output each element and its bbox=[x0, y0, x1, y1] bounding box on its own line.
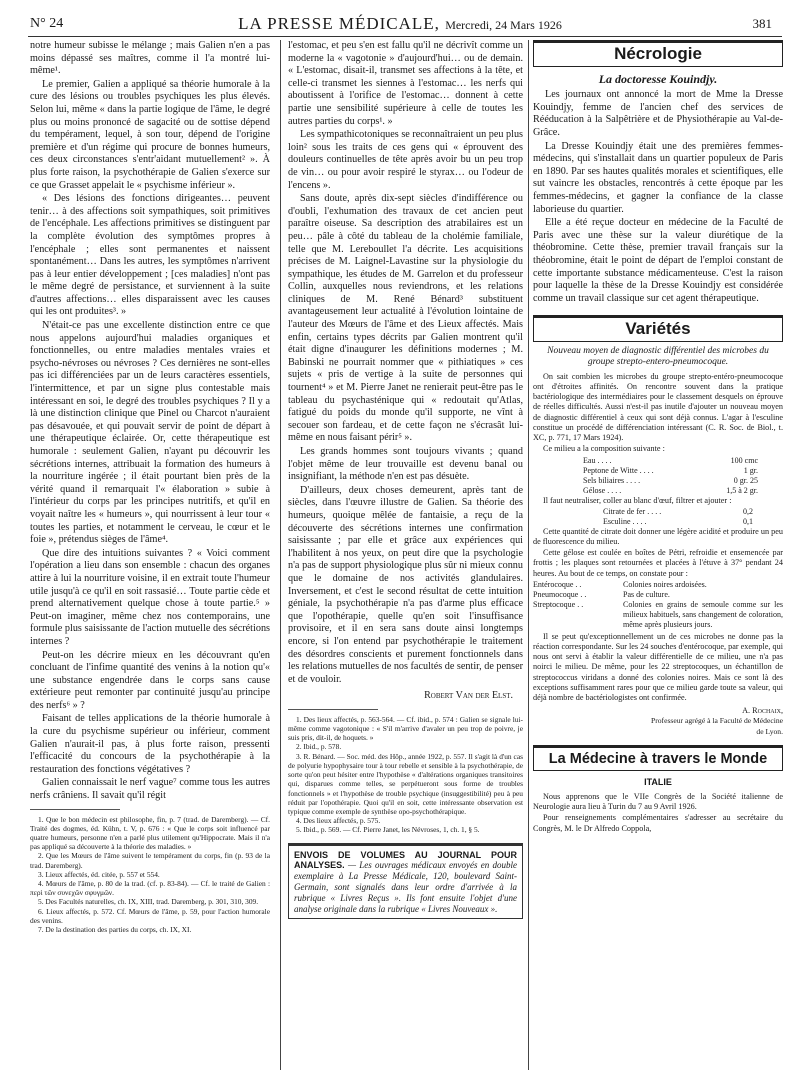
result-name: Entérocoque . . bbox=[533, 579, 582, 589]
composition-row bbox=[583, 456, 758, 466]
column-divider bbox=[528, 40, 529, 1070]
varietes-title: Variétés bbox=[625, 319, 691, 339]
footnote: 3. Lieux affectés, éd. citée, p. 557 et 554. bbox=[38, 869, 160, 879]
composition-row-value: 0 gr. 25 bbox=[733, 475, 758, 485]
footnote-rule bbox=[288, 709, 378, 710]
varietes-paragraph: Il se peut qu'exceptionnellement un de ces microbes ne donne pas la réaction correspondante. Sur les 24 souches d'entérocoque, par exemple, qui nous ont servi à établir la valeur différentielle de ce milieu, une n'a pas noirci le milieu. De même, pour les 22 streptocoques, un échantillon de streptococcus viridans a donné des colonies noires. Mais ce sont là des exceptions suffisamment rares pour que ce milieu garde toute sa valeur, qui déjà nombre de bactériologistes ont confirmée. bbox=[533, 631, 783, 702]
column-3 bbox=[533, 40, 783, 835]
result-row bbox=[533, 590, 783, 600]
envois-notice bbox=[288, 843, 523, 920]
column-2-body bbox=[288, 40, 523, 686]
additions-table bbox=[603, 507, 753, 527]
article-paragraph: notre humeur subisse le mélange ; mais Galien n'en a pas moins dépassé ses maîtres, comme il l'a montré lui-même¹. bbox=[30, 40, 270, 77]
varietes-subtitle: Nouveau moyen de diagnostic différentiel des microbes du groupe strepto-entero-pneumocoque. bbox=[547, 345, 769, 367]
composition-row bbox=[583, 476, 758, 486]
footnote: 2. Ibid., p. 578. bbox=[296, 742, 342, 752]
page-number: 381 bbox=[752, 16, 772, 31]
monde-country: ITALIE bbox=[644, 777, 672, 788]
column-2 bbox=[288, 40, 523, 919]
article-paragraph: Les sympathicotoniques se reconnaîtraient un peu plus loin² sous les traits de ces gens qui « éprouvent des douleurs continuelles de tête après avoir bu un peu trop de vin… ou pour avoir respiré le styrax… ou l'odeur de l'encens ». bbox=[288, 129, 523, 191]
article-paragraph: Galien connaissait le nerf vague⁷ comme tous les autres nerfs crâniens. Il savait qu'il régit bbox=[30, 777, 270, 802]
footnote: 4. Des lieux affectés, p. 575. bbox=[296, 816, 381, 826]
result-desc: Colonies en grains de semoule comme sur les milieux habituels, sans changement de coloration, même après plusieurs jours. bbox=[623, 599, 783, 629]
varietes-paragraph: On sait combien les microbes du groupe strepto-entéro-pneumocoque ont d'étroites affinités. On rencontre souvent dans la pratique bactériologique des intermédiaires pour le classement desquels on éprouve de réelles difficultés. Aussi n'est-il pas inutile d'ajouter un nouveau moyen de diagnostic différentiel à ceux qui sont déjà connus. L'agar à l'esculine constitue un procédé de différenciation intéressant (C. R. Soc. de Biol., t. XC, p. 771, 17 Mars 1924). bbox=[533, 371, 783, 443]
footnote-rule bbox=[30, 809, 120, 810]
article-paragraph: Le premier, Galien a appliqué sa théorie humorale à la cure des lésions ou troubles psychiques les plus élevés. Selon lui, même « dans la partie logique de l'âme, le degré plus ou moins prononcé de sagacité ou de sottise dépend du tempérament, lequel, à son tour, dépend de l'origine première et d'un régime qui procure de bonnes humeurs, ces deux circonstances s'entr'aidant mutuellement² ». À plus forte raison, la psychothérapie de Galien s'exerce sur ce que Grasset appelait le « psychisme inférieur ». bbox=[30, 78, 270, 191]
result-name: Streptocoque . . bbox=[533, 599, 584, 609]
varietes-signature: A. Rochaix, bbox=[742, 706, 783, 716]
article-paragraph: Faisant de telles applications de la théorie humorale à la cure du psychisme supérieur ou inférieur, comment Galien n'aurait-il pas, à plus forte raison, pressenti l'efficacité du concours de la psychothérapie à la restauration des fonctions végétatives ? bbox=[30, 713, 270, 775]
addition-row bbox=[603, 507, 753, 517]
composition-row-name: Gélose . . . . bbox=[583, 485, 622, 495]
addition-row-name: Esculine . . . . bbox=[603, 516, 647, 526]
monde-paragraph: Pour renseignements complémentaires s'adresser au secrétaire du Congrès, M. le Dr Alfredo Coppola, bbox=[533, 813, 783, 833]
monde-paragraph: Nous apprenons que le VIIe Congrès de la Société italienne de Neurologie aura lieu à Turin du 7 au 9 Avril 1926. bbox=[533, 791, 783, 812]
monde-title: La Médecine à travers le Monde bbox=[548, 750, 768, 767]
varietes-paragraph: Cette gélose est coulée en boîtes de Pétri, refroidie et ensemencée par frottis ; les plaques sont retournées et placées à l'étuve à 37° pendant 24 heures. Au bout de ce temps, on constate pour : bbox=[533, 548, 783, 578]
results-table bbox=[533, 580, 783, 630]
composition-row-name: Peptone de Witte . . . . bbox=[583, 465, 654, 475]
footnote: 4. Mœurs de l'âme, p. 80 de la trad. (cf. p. 83-84). — Cf. le traité de Galien : περὶ τῶν συνεχῶν σφυγμῶν. bbox=[30, 879, 270, 898]
varietes-paragraph: Ce milieu a la composition suivante : bbox=[543, 444, 665, 454]
footnote: 1. Des lieux affectés, p. 563-564. — Cf. ibid., p. 574 : Galien se signale lui-même comme vagotonique : « S'il m'arrive d'avaler un peu trop de poivre, je suis pris, dit-il, de hoquets. » bbox=[288, 714, 523, 743]
footnote: 2. Que les Mœurs de l'âme suivent le tempérament du corps, fin (p. 93 de la trad. Daremberg). bbox=[30, 851, 270, 870]
article-paragraph: Peut-on les décrire mieux en les découvrant qu'en concluant de l'infime quantité des venins à la notion qu'« une substance engendrée dans le corps sans cause extérieure peut remonter par continuité jusqu'au principe des nerfs⁶ » ? bbox=[30, 649, 270, 711]
composition-row-value: 1,5 à 2 gr. bbox=[726, 485, 758, 495]
composition-table bbox=[583, 456, 758, 496]
footnote: 5. Des Facultés naturelles, ch. IX, XIII, trad. Daremberg, p. 301, 310, 309. bbox=[38, 897, 259, 907]
necrologie-title: Nécrologie bbox=[614, 44, 702, 63]
footnote: 1. Que le bon médecin est philosophe, fin, p. 7 (trad. de Daremberg). — Cf. Traité des dogmes, éd. Kühn, t. V, p. 676 : « Que le corps soit influencé par quatre humeurs, personne n'en a parlé plus utilement qu'Hippocrate. Mais il n'a pas appliqué sa découverte à la théorie des maladies. » bbox=[30, 814, 270, 852]
necrologie-body bbox=[533, 89, 783, 305]
varietes-signature-role: Professeur agrégé à la Faculté de Médecine de Lyon. bbox=[651, 716, 783, 736]
envois-text: — Les ouvrages médicaux envoyés en double exemplaire à La Presse Médicale, 120, boulevard Saint-Germain, sont signalés dans leur ordre d'arrivée à la rubrique « Livres Reçus ». Ils font ensuite l'objet d'une analyse originale dans la rubrique « Livres Nouveaux ». bbox=[294, 860, 517, 914]
header-rule bbox=[28, 36, 782, 37]
article-paragraph: D'ailleurs, deux choses demeurent, après tant de siècles, dans l'œuvre illustre de Galien. Sa théorie des humeurs, quoique mêlée de fantaisie, a reçu de la découverte des sécrétions internes une confirmation saisissante ; par elle et grâce aux expériences qui l'habilitent à nos yeux, on peut dire que la psychologie n'a pas de support physiologique plus sûr ni mieux connu que le domaine de nos activités glandulaires. Inversement, et c'est le second résultat de cette intuition géniale, la psychothérapie n'a pas d'arme plus efficace que l'opothérapie, quelle qu'en soit l'insuffisance provisoire, et il en sera sans doute ainsi longtemps encore, si l'on entend par psychothérapie le traitement des désordres conscients et purement fonctionnels dans les relations mutuelles de nos facultés de sentir, de penser et de vouloir. bbox=[288, 484, 523, 685]
article-paragraph: l'estomac, et peu s'en est fallu qu'il ne décrivît comme un moderne la « vagotonie » d'aujourd'hui… ou de demain. « L'estomac, disait-il, transmet ses affections à la tête, et celle-ci transmet les siennes à l'estomac… les nerfs qui aboutissent à l'orifice de l'estomac… donnent à cette partie une sensibilité supérieure à celle de toutes les autres parties du corps¹. » bbox=[288, 40, 523, 127]
result-row bbox=[533, 600, 783, 630]
addition-row-value: 0,1 bbox=[743, 516, 753, 526]
article-paragraph: Que dire des intuitions suivantes ? « Voici comment l'opération a lieu dans son ensemble : chacun des organes attire à lui la nourriture voisine, il en extrait toute l'humeur utile jusqu'à ce qu'il en soit rassasié… Toute partie cède et prend alternativement quelque chose à toute partie.⁵ » Peut-on imaginer, même chez nos contemporains, une formule plus saisissante de l'action mutuelle des sécrétions internes ? bbox=[30, 547, 270, 647]
article-paragraph: N'était-ce pas une excellente distinction entre ce que nous appelons aujourd'hui maladies organiques et fonctionnelles, ou entre maladies mentales vraies et psycho-névroses ou névroses ? Ces dernières ne sont-elles pas ici différenciées par un de leurs caractères essentiels, l'intermittence, et par un signe plus contestable mais intéressant en soi, le degré des troubles psychiques ? Il y a là une distinction clinique que Pinel ou Charcot n'auraient pas désavouée, et qui pouvait servir de point de départ à une thérapeutique éclairée. Or, cette thérapeutique est humorale : seulement Galien, n'ayant pu découvrir les sécrétions internes, attribuait la formation des humeurs à la nourriture ingérée ; il était pourtant bien près de la vérité quand il remarquait l'« élaboration » subie à l'intérieur du corps par les principes nutritifs, et qu'il en voyait naître les « humeurs », qui nourrissent à leur tour « toutes les parties, et notamment le cerveau, le cœur et le foie », prétendus sièges de l'âme⁴. bbox=[30, 320, 270, 546]
result-name: Pneumocoque . . bbox=[533, 589, 587, 599]
composition-row-value: 1 gr. bbox=[743, 465, 758, 475]
journal-title bbox=[18, 14, 782, 34]
necrologie-subtitle: La doctoresse Kouindjy. bbox=[598, 71, 718, 86]
addition-row bbox=[603, 517, 753, 527]
necrologie-paragraph: La Dresse Kouindjy était une des premières femmes-médecins, qui s'installait dans un quartier populeux de Paris en 1890. Par ses hautes qualités morales et scientifiques, elle sut vaincre les obstacles, rencontrés à cette époque par les femmes-médecins, et gagner la confiance de la classe laborieuse du quartier. bbox=[533, 140, 783, 215]
envois-heading: ENVOIS DE VOLUMES AU JOURNAL POUR ANALYSES. bbox=[294, 849, 517, 871]
necrologie-box bbox=[533, 40, 783, 67]
composition-row-name: Sels biliaires . . . . bbox=[583, 475, 641, 485]
column-1 bbox=[30, 40, 270, 934]
addition-row-name: Citrate de fer . . . . bbox=[603, 506, 662, 516]
composition-row-name: Eau . . . . bbox=[583, 455, 612, 465]
column-divider bbox=[280, 40, 281, 1070]
issue-number: N° 24 bbox=[30, 16, 64, 31]
column-1-body bbox=[30, 40, 270, 803]
column-2-footnotes bbox=[288, 715, 523, 835]
addition-row-value: 0,2 bbox=[743, 506, 753, 516]
column-1-footnotes bbox=[30, 815, 270, 935]
footnote: 6. Lieux affectés, p. 572. Cf. Mœurs de l'âme, p. 59, pour l'action humorale des venins. bbox=[30, 906, 270, 925]
varietes-section bbox=[533, 346, 783, 737]
composition-row bbox=[583, 486, 758, 496]
composition-row bbox=[583, 466, 758, 476]
composition-row-value: 100 cmc bbox=[730, 455, 758, 465]
result-row bbox=[533, 580, 783, 590]
article-paragraph: « Des lésions des fonctions dirigeantes… peuvent tenir… à des affections soit sympathiques, soit primitives de l'encéphale. Les affections primitives se distinguent par la complète évolution des symptômes propres à l'encéphale ; elles sont permanentes et naissent spontanément… Dans les autres, les symptômes n'arrivent pas à leur entier développement ; [ces maladies] n'ont pas le même degré de persistance, et surviennent à la suite d'autres affections… elles disparaissent avec les causes qui les ont produites³. » bbox=[30, 193, 270, 318]
monde-box bbox=[533, 745, 783, 772]
journal-name: LA PRESSE MÉDICALE, bbox=[238, 14, 440, 33]
footnote: 7. De la destination des parties du corps, ch. IX, XI. bbox=[38, 925, 192, 935]
varietes-box bbox=[533, 315, 783, 342]
result-desc: Colonies noires ardoisées. bbox=[623, 579, 707, 589]
necrologie-paragraph: Les journaux ont annoncé la mort de Mme la Dresse Kouindjy, femme de l'ancien chef des services de Rééducation à la Salpêtrière et de Physiothérapie au Val-de-Grâce. bbox=[533, 89, 783, 138]
monde-body bbox=[533, 792, 783, 834]
article-paragraph: Sans doute, après dix-sept siècles d'indifférence ou d'oubli, l'exhumation des travaux de cet ancien peut paraître oiseuse. Sa description des atrabilaires est un peu… pâle à côté du tableau de la cholémie familiale, telle que M. Lereboullet l'a décrite. Les acquisitions précises de M. Laignel-Lavastine sur la physiologie du sympathique, les études de M. Garrelon et du professeur Collin, auxquelles nous reviendrons, et les relations cliniques de M. René Bénard³ substituent avantageusement leur actualité à l'évolution lointaine de l'auteur des Mœurs de l'âme et des Lieux affectés. Mais enfin, certains types décrits par Galien montrent qu'il était digne d'inaugurer les définitions modernes ; M. Babinski ne pourrait nommer que « pithiatiques » ces sujets « pris de vertige à la suite de personnes qui tournent⁴ » et M. Pierre Janet ne renierait peut-être pas le tableau du psychasténique qui « redoutait qu'Atlas, fatigué du poids du monde qu'il supporte, ne vînt à secouer son fardeau, et de cette façon ne s'écrasât lui-même en nous faisant périr⁵ ». bbox=[288, 193, 523, 444]
author-signature: Robert Van der Elst. bbox=[424, 690, 513, 702]
varietes-paragraph: Il faut neutraliser, coller au blanc d'œuf, filtrer et ajouter : bbox=[543, 495, 732, 505]
varietes-paragraph: Cette quantité de citrate doit donner une légère acidité et produire un peu de fluorescence du milieu. bbox=[533, 526, 783, 546]
result-desc: Pas de culture. bbox=[623, 589, 670, 599]
article-paragraph: Les grands hommes sont toujours vivants ; quand l'objet même de leur trouvaille est devenu banal ou insignifiant, la méthode n'en est pas désuète. bbox=[288, 446, 523, 483]
footnote: 5. Ibid., p. 569. — Cf. Pierre Janet, les Névroses, 1, ch. 1, § 5. bbox=[296, 825, 480, 835]
issue-date: Mercredi, 24 Mars 1926 bbox=[445, 18, 562, 32]
footnote: 3. R. Bénard. — Soc. méd. des Hôp., année 1922, p. 557. Il s'agit là d'un cas de polyurie hypophysaire tour à tour rebelle et sensible à la psychothérapie, de sorte qu'on peut hésiter entre l'hypothèse « d'altérations organiques transitoires qui, disparues comme telles, se perpétueront sous forme de troubles fonctionnels » et l'hypothèse de trouble psychique (insuggestibilité) peu à peu réduit par l'opothérapie. Quoi qu'il en soit, cette intéressante observation est typique comme exemple de synthèse opo-psychothérapique. bbox=[288, 751, 523, 816]
necrologie-paragraph: Elle a été reçue docteur en médecine de la Faculté de Paris avec une thèse sur la valeur diurétique de la théobromine. Cette thèse, premier travail français sur la théobromine, était le point de départ de l'emploi constant de cette importante substance médicamenteuse. C'est la raison pour laquelle la thèse de la Dresse Kouindjy est considérée comme un travail classique sur cet agent thérapeutique. bbox=[533, 217, 783, 304]
page-header bbox=[18, 14, 782, 36]
